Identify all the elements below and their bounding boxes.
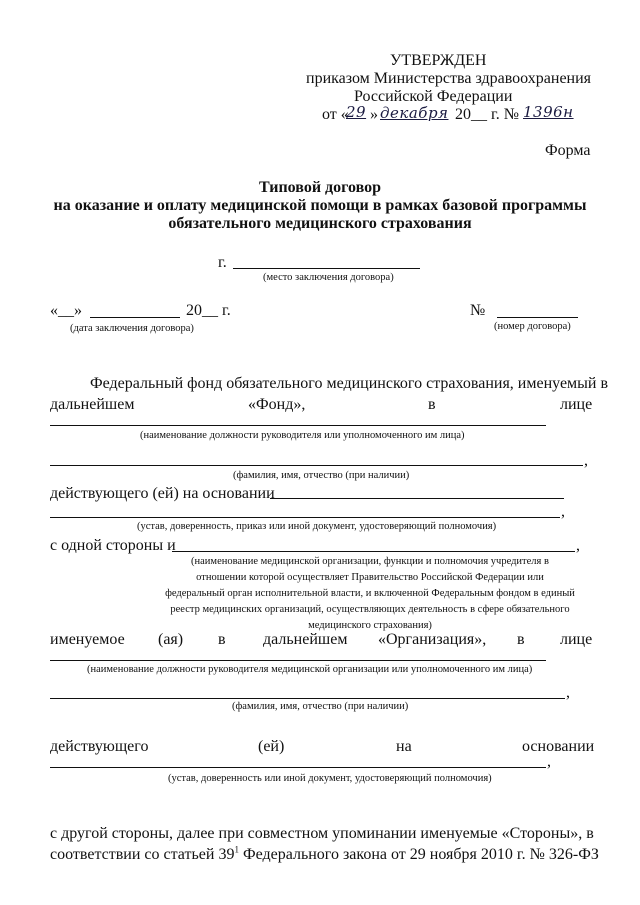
approval-date-prefix: от « bbox=[322, 106, 349, 123]
comma-1: , bbox=[584, 452, 588, 469]
org-docs-line[interactable] bbox=[50, 767, 546, 768]
final-line-2b: Федерального закона от 29 ноября 2010 г. № 326-ФЗ bbox=[238, 846, 599, 863]
comma-5: , bbox=[547, 753, 551, 770]
number-caption: (номер договора) bbox=[494, 321, 571, 332]
acting-word-4: основании bbox=[522, 738, 595, 755]
org-word-1: именуемое bbox=[50, 631, 125, 648]
final-line-1: с другой стороны, далее при совместном упоминании именуемые «Стороны», в bbox=[50, 825, 594, 842]
approved-heading: УТВЕРЖДЕН bbox=[390, 52, 487, 69]
fund-fio-caption: (фамилия, имя, отчество (при наличии) bbox=[233, 470, 410, 481]
doc-title-line2: на оказание и оплату медицинской помощи в рамках базовой программы bbox=[53, 197, 587, 214]
org-head-line[interactable] bbox=[50, 660, 546, 661]
fund-docs-caption: (устав, доверенность, приказ или иной документ, удостоверяющий полномочия) bbox=[137, 521, 497, 532]
org-caption-2: отношении которой осуществляет Правительство Российской Федерации или bbox=[196, 572, 544, 583]
acting-basis-label: действующего (ей) на основании bbox=[50, 485, 275, 502]
org-caption-4: реестр медицинских организаций, осуществляющих деятельность в сфере обязательного bbox=[170, 604, 570, 615]
number-sign: № bbox=[470, 302, 486, 319]
fund-word-1: дальнейшем bbox=[50, 396, 135, 413]
org-word-2: (ая) bbox=[158, 631, 184, 648]
place-prefix: г. bbox=[218, 254, 227, 271]
approved-federation: Российской Федерации bbox=[354, 88, 513, 105]
date-caption: (дата заключения договора) bbox=[70, 323, 194, 334]
org-caption-5: медицинского страхования) bbox=[308, 620, 432, 631]
doc-title-line1: Типовой договор bbox=[258, 179, 382, 196]
handwritten-order-number: 1396н bbox=[523, 103, 574, 121]
org-caption-3: федеральный орган исполнительной власти, и включенной Федеральным фондом в единый bbox=[165, 588, 575, 599]
org-word-5: «Организация», bbox=[378, 631, 487, 648]
date-month-line[interactable] bbox=[90, 317, 180, 318]
fund-fio-line[interactable] bbox=[50, 465, 583, 466]
org-docs-caption: (устав, доверенность или иной документ, удостоверяющий полномочия) bbox=[168, 773, 492, 784]
org-name-line[interactable] bbox=[172, 551, 575, 552]
fund-word-4: лице bbox=[560, 396, 593, 413]
article-superscript: 1 bbox=[234, 844, 239, 855]
form-label: Форма bbox=[545, 142, 591, 159]
final-line-2 bbox=[50, 846, 599, 864]
fund-docs-line[interactable] bbox=[50, 517, 560, 518]
date-day-field[interactable]: «__» bbox=[50, 302, 82, 319]
place-caption: (место заключения договора) bbox=[263, 272, 394, 283]
doc-title-line3: обязательного медицинского страхования bbox=[168, 215, 472, 232]
fund-word-3: в bbox=[428, 396, 436, 413]
fund-intro-line: Федеральный фонд обязательного медицинского страхования, именуемый в bbox=[90, 375, 609, 392]
org-fio-line[interactable] bbox=[50, 698, 565, 699]
org-word-7: лице bbox=[560, 631, 593, 648]
org-caption-1: (наименование медицинской организации, функции и полномочия учредителя в bbox=[191, 556, 549, 567]
final-line-2a: соответствии со статьей 39 bbox=[50, 846, 235, 863]
acting-basis-line[interactable] bbox=[270, 498, 564, 499]
contract-number-line[interactable] bbox=[497, 317, 578, 318]
handwritten-day: 29 bbox=[346, 103, 367, 121]
approved-by-order: приказом Министерства здравоохранения bbox=[306, 70, 592, 87]
org-head-caption: (наименование должности руководителя медицинской организации или уполномоченного им лица) bbox=[87, 664, 533, 675]
comma-3: , bbox=[576, 537, 580, 554]
one-side-label: с одной стороны и bbox=[50, 537, 176, 554]
acting-word-3: на bbox=[396, 738, 412, 755]
fund-head-caption: (наименование должности руководителя или уполномоченного им лица) bbox=[140, 430, 465, 441]
comma-2: , bbox=[561, 503, 565, 520]
org-fio-caption: (фамилия, имя, отчество (при наличии) bbox=[232, 701, 409, 712]
comma-4: , bbox=[566, 684, 570, 701]
approval-date-sep: » bbox=[370, 106, 378, 123]
place-field-line[interactable] bbox=[233, 268, 420, 269]
acting-word-2: (ей) bbox=[258, 738, 285, 755]
org-word-6: в bbox=[517, 631, 525, 648]
org-word-3: в bbox=[218, 631, 226, 648]
fund-head-line[interactable] bbox=[50, 425, 546, 426]
date-year: 20__ г. bbox=[186, 302, 231, 319]
acting-word-1: действующего bbox=[50, 738, 149, 755]
handwritten-month: декабря bbox=[380, 104, 449, 122]
fund-word-2: «Фонд», bbox=[248, 396, 306, 413]
approval-year-number: 20__ г. № bbox=[455, 106, 520, 123]
org-word-4: дальнейшем bbox=[263, 631, 348, 648]
